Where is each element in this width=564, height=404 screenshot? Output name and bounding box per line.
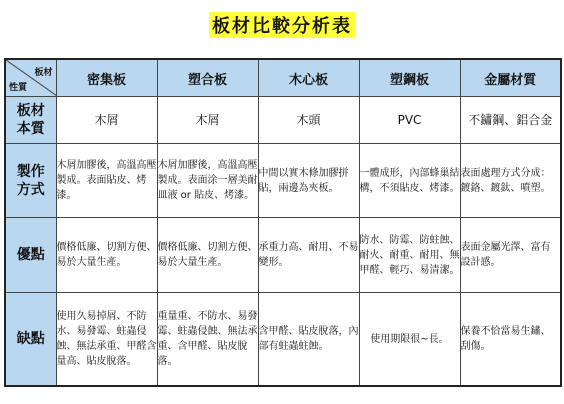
table-cell: 承重力高、耐用、不易變形。 bbox=[258, 218, 359, 293]
row-label-material: 板材 本質 bbox=[5, 97, 56, 144]
page-title: 板材比較分析表 bbox=[209, 12, 355, 38]
row-label-cons: 缺點 bbox=[5, 293, 56, 387]
table-cell: 木屑加膠後，高溫高壓製成。表面涂一層美耐皿液 or 貼皮、烤漆。 bbox=[157, 144, 258, 218]
table-cell: 使用久易掉屑、不防水、易發霉、蛀蟲侵蝕、無法承重、甲醛含量高、貼皮脫落。 bbox=[56, 293, 157, 387]
column-header-blockboard: 木心板 bbox=[258, 59, 359, 97]
row-label-process: 製作 方式 bbox=[5, 144, 56, 218]
table-cell: 表面處理方式分成：鍍鉻、鍍鈦、噴塑。 bbox=[460, 144, 561, 218]
table-cell: 價格低廉、切割方便、易於大量生產。 bbox=[56, 218, 157, 293]
comparison-table bbox=[4, 58, 562, 387]
table-cell: 一體成形，內部蜂巢結構，不須貼皮、烤漆。 bbox=[359, 144, 460, 218]
table-cell: 木頭 bbox=[258, 97, 359, 144]
table-cell: 表面金屬光澤、富有設計感。 bbox=[460, 218, 561, 293]
table-cell: 中間以實木條加膠拼貼，兩邊為夾板。 bbox=[258, 144, 359, 218]
column-header-particleboard: 塑合板 bbox=[157, 59, 258, 97]
corner-top-label: 板材 bbox=[34, 68, 53, 78]
table-cell: 含甲醛、貼皮脫落，內部有蛀蟲蛀蝕。 bbox=[258, 293, 359, 387]
table-cell: 木屑 bbox=[56, 97, 157, 144]
table-cell: 木屑加膠後，高溫高壓製成。表面貼皮、烤漆。 bbox=[56, 144, 157, 218]
table-row-cons bbox=[5, 293, 561, 387]
table-cell: 價格低廉、切割方便、易於大量生產。 bbox=[157, 218, 258, 293]
table-cell: 重量重、不防水、易發霉、蛀蟲侵蝕、無法承重、含甲醛、貼皮脫落。 bbox=[157, 293, 258, 387]
table-cell: 不鏽鋼、鋁合金 bbox=[460, 97, 561, 144]
column-header-metal: 金屬材質 bbox=[460, 59, 561, 97]
table-cell: PVC bbox=[359, 97, 460, 144]
row-label-pros: 優點 bbox=[5, 218, 56, 293]
table-cell: 保養不恰當易生鏽、刮傷。 bbox=[460, 293, 561, 387]
corner-header-cell bbox=[5, 59, 56, 97]
table-cell: 使用期限很~長。 bbox=[359, 293, 460, 387]
table-cell: 木屑 bbox=[157, 97, 258, 144]
table-row-pros bbox=[5, 218, 561, 293]
column-header-mdf: 密集板 bbox=[56, 59, 157, 97]
table-cell: 防水、防霉、防蛀蝕、耐火、耐重、耐用、無甲醛、輕巧、易清潔。 bbox=[359, 218, 460, 293]
column-header-pvc-board: 塑鋼板 bbox=[359, 59, 460, 97]
corner-bottom-label: 性質 bbox=[9, 83, 28, 93]
table-row-process bbox=[5, 144, 561, 218]
header-row bbox=[5, 59, 561, 97]
table-row-material bbox=[5, 97, 561, 144]
